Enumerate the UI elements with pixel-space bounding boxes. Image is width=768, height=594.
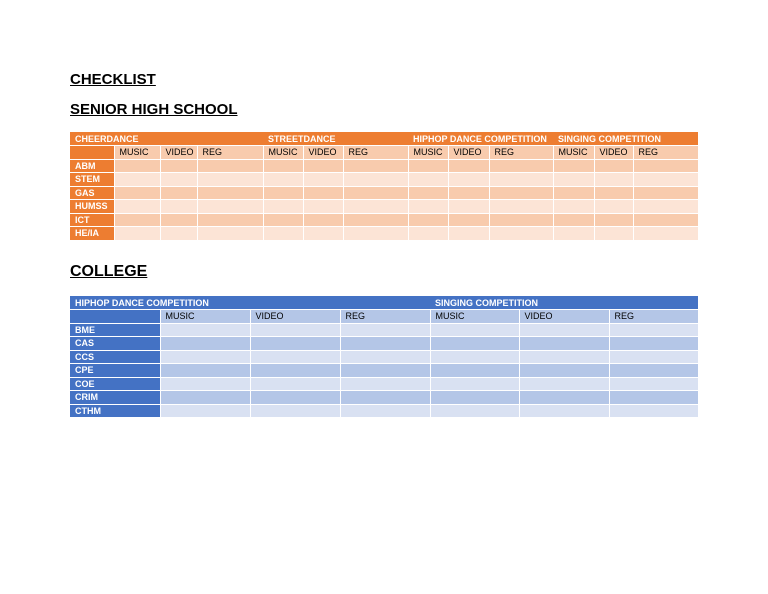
row-label-cas: CAS <box>70 337 160 351</box>
checklist-cell[interactable] <box>197 227 263 241</box>
checklist-cell[interactable] <box>609 350 698 364</box>
checklist-cell[interactable] <box>340 350 430 364</box>
checklist-cell[interactable] <box>553 200 594 214</box>
checklist-cell[interactable] <box>408 173 448 187</box>
college-checklist-table <box>70 296 699 418</box>
checklist-cell[interactable] <box>343 186 408 200</box>
checklist-cell[interactable] <box>519 337 609 351</box>
column-header-reg: REG <box>489 146 553 160</box>
checklist-cell[interactable] <box>343 159 408 173</box>
row-label-stem: STEM <box>70 173 114 187</box>
checklist-cell[interactable] <box>263 213 303 227</box>
checklist-cell[interactable] <box>263 173 303 187</box>
checklist-cell[interactable] <box>340 364 430 378</box>
checklist-cell[interactable] <box>340 391 430 405</box>
checklist-cell[interactable] <box>408 159 448 173</box>
checklist-cell[interactable] <box>340 404 430 418</box>
checklist-cell[interactable] <box>594 200 633 214</box>
checklist-cell[interactable] <box>519 323 609 337</box>
table-row <box>70 173 698 187</box>
checklist-cell[interactable] <box>197 173 263 187</box>
checklist-cell[interactable] <box>263 200 303 214</box>
checklist-cell[interactable] <box>430 337 519 351</box>
checklist-cell[interactable] <box>114 186 160 200</box>
checklist-cell[interactable] <box>263 227 303 241</box>
column-header-video: VIDEO <box>250 310 340 324</box>
row-label-abm: ABM <box>70 159 114 173</box>
column-header-video: VIDEO <box>594 146 633 160</box>
checklist-cell[interactable] <box>430 323 519 337</box>
table-row <box>70 404 698 418</box>
checklist-cell[interactable] <box>303 159 343 173</box>
checklist-cell[interactable] <box>160 323 250 337</box>
checklist-cell[interactable] <box>250 364 340 378</box>
corner-cell <box>70 146 114 160</box>
checklist-cell[interactable] <box>633 173 698 187</box>
checklist-cell[interactable] <box>609 323 698 337</box>
table-row <box>70 159 698 173</box>
checklist-cell[interactable] <box>114 213 160 227</box>
checklist-cell[interactable] <box>594 159 633 173</box>
checklist-cell[interactable] <box>489 227 553 241</box>
checklist-cell[interactable] <box>114 200 160 214</box>
column-header-video: VIDEO <box>519 310 609 324</box>
page-title: CHECKLIST <box>70 71 156 88</box>
table-row <box>70 213 698 227</box>
checklist-cell[interactable] <box>594 227 633 241</box>
row-label-crim: CRIM <box>70 391 160 405</box>
checklist-cell[interactable] <box>263 159 303 173</box>
checklist-cell[interactable] <box>343 200 408 214</box>
checklist-cell[interactable] <box>160 213 197 227</box>
column-header-reg: REG <box>197 146 263 160</box>
row-label-ccs: CCS <box>70 350 160 364</box>
column-header-music: MUSIC <box>114 146 160 160</box>
checklist-cell[interactable] <box>448 200 489 214</box>
checklist-cell[interactable] <box>594 186 633 200</box>
table-row <box>70 200 698 214</box>
checklist-cell[interactable] <box>519 404 609 418</box>
checklist-cell[interactable] <box>489 159 553 173</box>
checklist-cell[interactable] <box>343 173 408 187</box>
checklist-cell[interactable] <box>553 186 594 200</box>
group-header-row <box>70 132 698 146</box>
checklist-cell[interactable] <box>197 213 263 227</box>
column-header-music: MUSIC <box>263 146 303 160</box>
checklist-cell[interactable] <box>197 186 263 200</box>
checklist-cell[interactable] <box>519 364 609 378</box>
row-label-ict: ICT <box>70 213 114 227</box>
column-header-music: MUSIC <box>553 146 594 160</box>
checklist-cell[interactable] <box>594 213 633 227</box>
checklist-cell[interactable] <box>408 213 448 227</box>
table-row <box>70 377 698 391</box>
column-header-row <box>70 310 698 324</box>
checklist-cell[interactable] <box>519 350 609 364</box>
checklist-cell[interactable] <box>160 200 197 214</box>
checklist-cell[interactable] <box>197 200 263 214</box>
checklist-cell[interactable] <box>343 227 408 241</box>
checklist-cell[interactable] <box>519 391 609 405</box>
checklist-cell[interactable] <box>489 186 553 200</box>
checklist-cell[interactable] <box>553 227 594 241</box>
checklist-cell[interactable] <box>160 337 250 351</box>
college-heading: COLLEGE <box>70 263 148 280</box>
checklist-cell[interactable] <box>633 213 698 227</box>
column-header-music: MUSIC <box>408 146 448 160</box>
checklist-cell[interactable] <box>160 227 197 241</box>
column-header-row <box>70 146 698 160</box>
checklist-cell[interactable] <box>448 186 489 200</box>
checklist-cell[interactable] <box>430 391 519 405</box>
column-header-reg: REG <box>609 310 698 324</box>
table-row <box>70 391 698 405</box>
checklist-cell[interactable] <box>594 173 633 187</box>
checklist-cell[interactable] <box>303 227 343 241</box>
checklist-cell[interactable] <box>250 391 340 405</box>
checklist-cell[interactable] <box>633 159 698 173</box>
checklist-cell[interactable] <box>160 186 197 200</box>
checklist-cell[interactable] <box>160 377 250 391</box>
checklist-cell[interactable] <box>250 350 340 364</box>
checklist-cell[interactable] <box>408 200 448 214</box>
checklist-cell[interactable] <box>340 337 430 351</box>
table-row <box>70 337 698 351</box>
checklist-cell[interactable] <box>160 404 250 418</box>
column-header-music: MUSIC <box>430 310 519 324</box>
checklist-cell[interactable] <box>553 159 594 173</box>
table-row <box>70 227 698 241</box>
checklist-cell[interactable] <box>160 364 250 378</box>
table-row <box>70 364 698 378</box>
row-label-coe: COE <box>70 377 160 391</box>
checklist-cell[interactable] <box>430 404 519 418</box>
checklist-cell[interactable] <box>448 213 489 227</box>
column-header-music: MUSIC <box>160 310 250 324</box>
checklist-cell[interactable] <box>489 213 553 227</box>
senior-high-checklist-table <box>70 132 699 241</box>
group-header-hiphop-dance-competition: HIPHOP DANCE COMPETITION <box>70 296 430 310</box>
checklist-cell[interactable] <box>408 186 448 200</box>
checklist-cell[interactable] <box>609 337 698 351</box>
checklist-cell[interactable] <box>609 391 698 405</box>
checklist-cell[interactable] <box>340 377 430 391</box>
checklist-cell[interactable] <box>489 173 553 187</box>
row-label-bme: BME <box>70 323 160 337</box>
column-header-reg: REG <box>340 310 430 324</box>
checklist-cell[interactable] <box>250 377 340 391</box>
checklist-cell[interactable] <box>250 404 340 418</box>
row-label-humss: HUMSS <box>70 200 114 214</box>
group-header-singing-competition: SINGING COMPETITION <box>430 296 698 310</box>
checklist-cell[interactable] <box>263 186 303 200</box>
checklist-cell[interactable] <box>114 173 160 187</box>
column-header-reg: REG <box>633 146 698 160</box>
table-row <box>70 350 698 364</box>
checklist-cell[interactable] <box>303 200 343 214</box>
row-label-gas: GAS <box>70 186 114 200</box>
table-row <box>70 323 698 337</box>
group-header-streetdance: STREETDANCE <box>263 132 408 146</box>
column-header-video: VIDEO <box>448 146 489 160</box>
group-header-cheerdance: CHEERDANCE <box>70 132 263 146</box>
row-label-he-ia: HE/IA <box>70 227 114 241</box>
checklist-cell[interactable] <box>489 200 553 214</box>
checklist-cell[interactable] <box>553 213 594 227</box>
checklist-cell[interactable] <box>553 173 594 187</box>
checklist-cell[interactable] <box>160 173 197 187</box>
row-label-cthm: CTHM <box>70 404 160 418</box>
checklist-cell[interactable] <box>160 391 250 405</box>
checklist-cell[interactable] <box>430 364 519 378</box>
senior-high-heading: SENIOR HIGH SCHOOL <box>70 101 238 118</box>
column-header-reg: REG <box>343 146 408 160</box>
checklist-cell[interactable] <box>609 364 698 378</box>
checklist-cell[interactable] <box>430 377 519 391</box>
checklist-cell[interactable] <box>114 227 160 241</box>
checklist-cell[interactable] <box>114 159 160 173</box>
group-header-singing-competition: SINGING COMPETITION <box>553 132 698 146</box>
checklist-cell[interactable] <box>250 323 340 337</box>
checklist-cell[interactable] <box>633 227 698 241</box>
checklist-cell[interactable] <box>609 404 698 418</box>
checklist-cell[interactable] <box>633 186 698 200</box>
checklist-cell[interactable] <box>448 159 489 173</box>
checklist-cell[interactable] <box>250 337 340 351</box>
checklist-cell[interactable] <box>448 173 489 187</box>
column-header-video: VIDEO <box>160 146 197 160</box>
checklist-cell[interactable] <box>430 350 519 364</box>
table-row <box>70 186 698 200</box>
checklist-cell[interactable] <box>303 213 343 227</box>
checklist-cell[interactable] <box>197 159 263 173</box>
checklist-cell[interactable] <box>303 173 343 187</box>
checklist-cell[interactable] <box>633 200 698 214</box>
column-header-video: VIDEO <box>303 146 343 160</box>
group-header-row <box>70 296 698 310</box>
checklist-cell[interactable] <box>343 213 408 227</box>
row-label-cpe: CPE <box>70 364 160 378</box>
corner-cell <box>70 310 160 324</box>
checklist-cell[interactable] <box>609 377 698 391</box>
checklist-cell[interactable] <box>303 186 343 200</box>
checklist-cell[interactable] <box>408 227 448 241</box>
checklist-cell[interactable] <box>340 323 430 337</box>
checklist-cell[interactable] <box>160 350 250 364</box>
checklist-cell[interactable] <box>519 377 609 391</box>
checklist-cell[interactable] <box>448 227 489 241</box>
group-header-hiphop-dance-competition: HIPHOP DANCE COMPETITION <box>408 132 553 146</box>
checklist-cell[interactable] <box>160 159 197 173</box>
